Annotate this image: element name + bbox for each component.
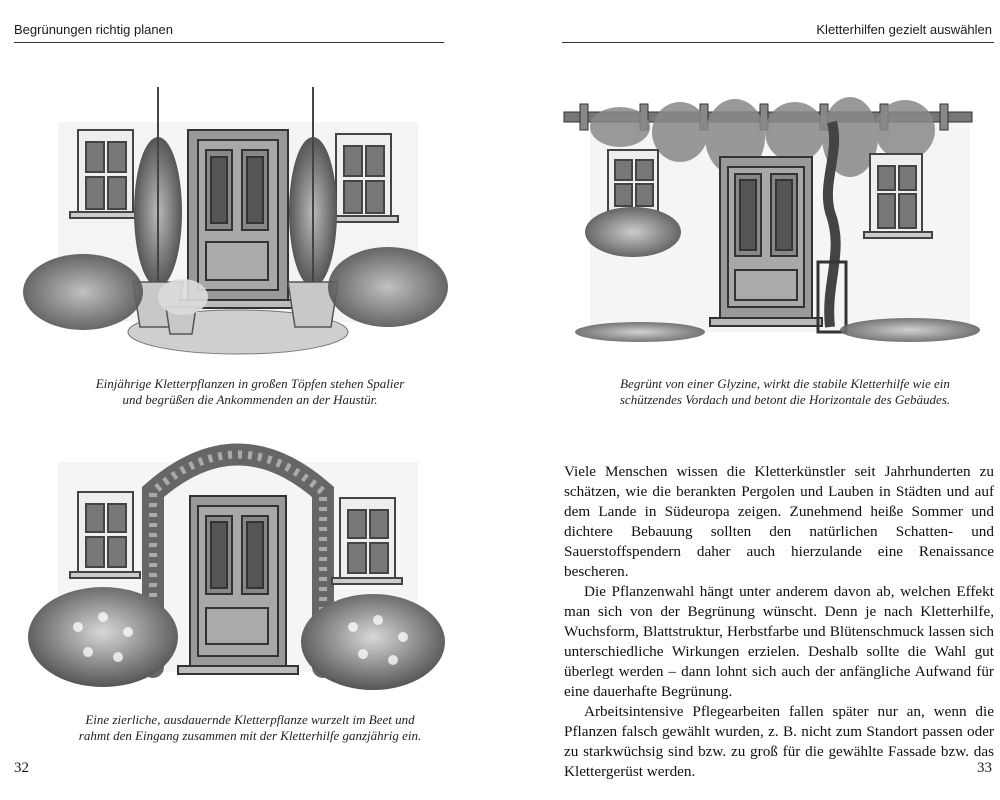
caption-wisteria-pergola xyxy=(600,376,970,408)
caption-line: Einjährige Kletterpflanzen in großen Töpfen stehen Spalier xyxy=(95,376,405,391)
caption-line: und begrüßen die Ankommenden an der Haustür. xyxy=(122,392,378,407)
caption-arched-climber xyxy=(55,712,445,744)
left-header-rule xyxy=(14,42,444,43)
caption-line: rahmt den Eingang zusammen mit der Kletterhilfe ganzjährig ein. xyxy=(78,728,422,743)
body-paragraph-2: Die Pflanzenwahl hängt unter anderem davon ab, welchen Effekt man sich von der Begrünung wünscht. Denn je nach Kletterhilfe, Wuchsform, Blattstruktur, Herbstfarbe und Blütenschmuck lassen sich unterschiedliche Wirkungen erzielen. Deshalb sollte die Wahl gut überlegt werden – dann lohnt sich auch der anfängliche Aufwand für eine dauerhafte Begrünung. xyxy=(564,583,994,700)
illustration-wisteria-pergola xyxy=(560,82,996,367)
page-number-left: 32 xyxy=(14,760,29,776)
page-number-right: 33 xyxy=(977,760,992,776)
body-paragraph-3: Arbeitsintensive Pflegearbeiten fallen später nur an, wenn die Pflanzen falsch gewählt wurden, z. B. nicht zum Standort passen oder zu starkwüchsig sind bzw. zu groß für die gewählte Fassade bzw. das Klettergerüst werden. xyxy=(564,703,994,780)
caption-line: Eine zierliche, ausdauernde Kletterpflanze wurzelt im Beet und xyxy=(85,712,415,727)
right-header-rule xyxy=(562,42,994,43)
caption-line: Begrünt von einer Glyzine, wirkt die stabile Kletterhilfe wie ein xyxy=(620,376,950,391)
right-page xyxy=(500,0,1000,800)
right-running-header: Kletterhilfen gezielt auswählen xyxy=(816,22,992,37)
body-text xyxy=(564,462,994,782)
caption-potted-climbers xyxy=(60,376,440,408)
illustration-potted-climbers xyxy=(18,82,458,367)
body-paragraph-1: Viele Menschen wissen die Kletterkünstler seit Jahrhunderten zu schätzen, wie die berankten Pergolen und Lauben in Städten und auf dem Lande in Südeuropa zeigen. Zunehmend heiße Sommer und dichtere Bebauung sollten den natürlichen Schatten- und Sauerstoffspendern daher auch hierzulande eine Renaissance bescheren. xyxy=(564,463,994,580)
caption-line: schützendes Vordach und betont die Horizontale des Gebäudes. xyxy=(619,392,951,407)
illustration-arched-climber xyxy=(18,432,458,704)
left-running-header: Begrünungen richtig planen xyxy=(14,22,174,37)
